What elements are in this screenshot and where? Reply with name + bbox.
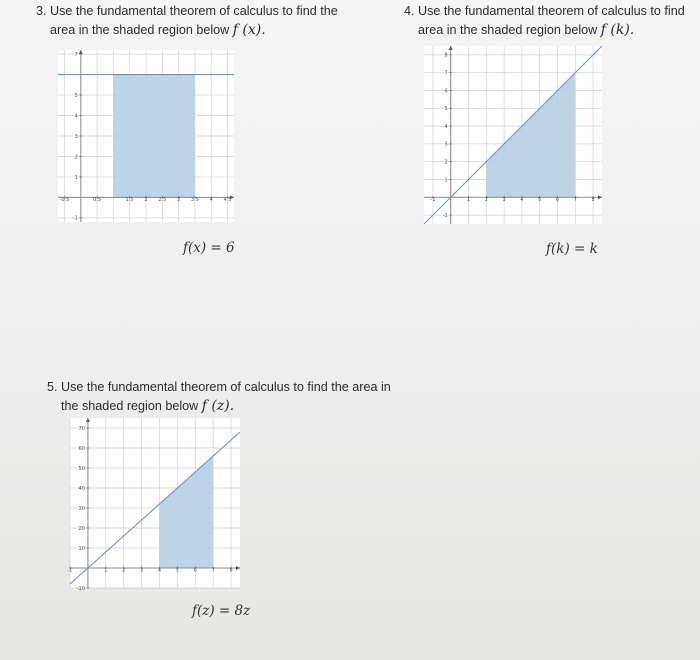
x-tick-label: 3 bbox=[139, 567, 144, 574]
problem-4-number: 4. bbox=[404, 4, 415, 18]
x-tick-label: 4 bbox=[520, 196, 524, 203]
problem-4-text bbox=[404, 2, 685, 40]
x-tick-label: 4 bbox=[157, 567, 162, 574]
y-tick-label: 2 bbox=[444, 159, 448, 166]
problem-3-text bbox=[36, 2, 338, 40]
y-tick-label: 3 bbox=[444, 141, 448, 148]
x-tick-label: -1 bbox=[67, 567, 73, 574]
y-tick-label: 70 bbox=[78, 425, 85, 432]
x-tick-label: 4 bbox=[209, 196, 213, 203]
problem-4-graph bbox=[418, 40, 608, 230]
y-tick-label: 5 bbox=[74, 92, 78, 99]
x-tick-label: 3.5 bbox=[190, 196, 199, 203]
x-tick-label: -1 bbox=[430, 196, 436, 203]
problem-3-line2: area in the shaded region below bbox=[50, 23, 230, 37]
x-tick-label: 5 bbox=[175, 567, 179, 574]
x-tick-label: 3 bbox=[502, 196, 506, 203]
y-tick-label: 30 bbox=[78, 505, 85, 512]
y-tick-label: 60 bbox=[78, 445, 85, 452]
problem-3-func-label: f (x). bbox=[232, 22, 266, 38]
plot-background bbox=[67, 418, 240, 588]
y-tick-label: 1 bbox=[444, 177, 448, 184]
y-tick-label: -10 bbox=[76, 585, 85, 592]
problem-5-graph bbox=[64, 412, 246, 594]
y-tick-label: -1 bbox=[442, 212, 448, 219]
x-tick-label: 2 bbox=[144, 196, 148, 203]
x-tick-label: 2.5 bbox=[158, 196, 167, 203]
y-tick-label: 3 bbox=[74, 133, 78, 140]
x-tick-label: 2 bbox=[484, 196, 488, 203]
x-tick-label: 1 bbox=[104, 567, 108, 574]
y-tick-label: -1 bbox=[72, 215, 78, 222]
problem-5-text bbox=[47, 378, 391, 416]
x-tick-label: 4.5 bbox=[223, 196, 232, 203]
x-tick-label: 2 bbox=[122, 567, 126, 574]
x-tick-label: -0.5 bbox=[59, 196, 70, 203]
problem-4-line2: area in the shaded region below bbox=[418, 23, 598, 37]
problem-3-line1: Use the fundamental theorem of calculus to find the bbox=[50, 4, 338, 18]
y-tick-label: 1 bbox=[74, 174, 78, 181]
y-tick-label: 8 bbox=[444, 52, 448, 59]
problem-3-graph bbox=[52, 44, 240, 228]
x-tick-label: 6 bbox=[193, 567, 197, 574]
problem-3-formula: f(x) = 6 bbox=[183, 240, 235, 256]
y-tick-label: 4 bbox=[444, 123, 448, 130]
y-tick-label: 7 bbox=[74, 51, 78, 58]
y-tick-label: 10 bbox=[78, 545, 85, 552]
y-tick-label: 4 bbox=[74, 113, 78, 120]
y-tick-label: 50 bbox=[78, 465, 85, 472]
y-tick-label: 2 bbox=[74, 154, 78, 161]
problem-4-line1: Use the fundamental theorem of calculus to find bbox=[418, 4, 685, 18]
problem-3-number: 3. bbox=[36, 4, 47, 18]
problem-4-formula: f(k) = k bbox=[546, 241, 598, 257]
x-tick-label: 8 bbox=[591, 196, 595, 203]
x-tick-label: 0.5 bbox=[93, 196, 102, 203]
problem-5-formula: f(z) = 8z bbox=[192, 603, 251, 619]
x-tick-label: 7 bbox=[211, 567, 215, 574]
y-tick-label: 20 bbox=[78, 525, 85, 532]
x-tick-label: 1 bbox=[466, 196, 471, 203]
x-tick-label: 5 bbox=[538, 196, 542, 203]
problem-5-number: 5. bbox=[47, 380, 58, 394]
x-tick-label: 7 bbox=[573, 196, 577, 203]
x-tick-label: 8 bbox=[229, 567, 233, 574]
problem-4-func-label: f (k). bbox=[600, 22, 635, 38]
shaded-region bbox=[113, 75, 194, 198]
x-tick-label: 6 bbox=[555, 196, 560, 203]
y-tick-label: 40 bbox=[78, 485, 85, 492]
y-tick-label: 6 bbox=[444, 88, 448, 95]
y-tick-label: 7 bbox=[444, 70, 448, 77]
x-tick-label: 3 bbox=[176, 196, 181, 203]
problem-5-line1: Use the fundamental theorem of calculus to find the area in bbox=[61, 380, 391, 394]
problem-5-line2: the shaded region below bbox=[61, 399, 199, 413]
problem-5-func-label: f (z). bbox=[201, 398, 235, 414]
y-tick-label: 5 bbox=[444, 106, 448, 113]
x-tick-label: 1.5 bbox=[125, 196, 134, 203]
